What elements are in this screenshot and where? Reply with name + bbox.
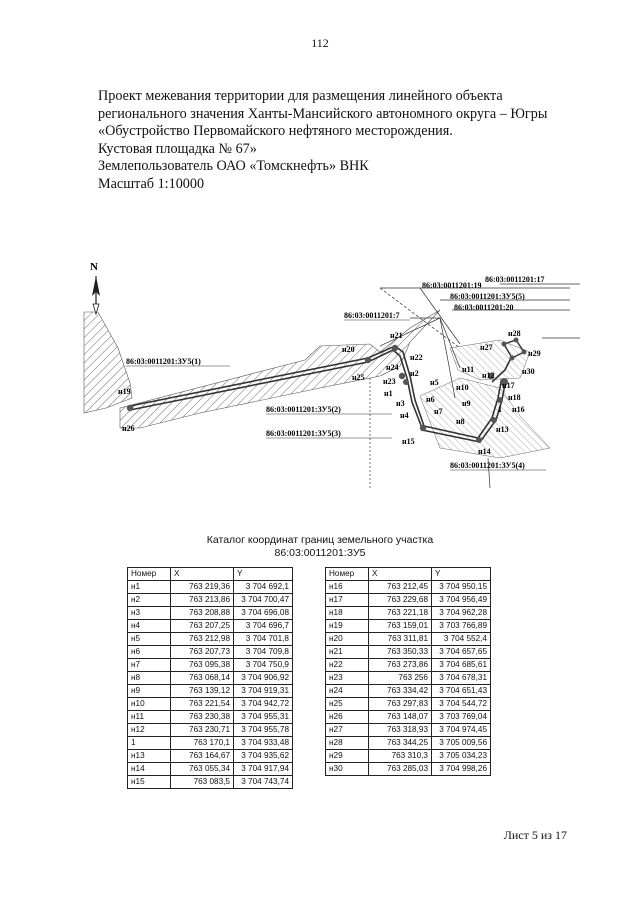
table-row [128, 633, 293, 646]
cell-y: 3 704 743,74 [234, 776, 293, 789]
label-parcel-zu5-3: 86:03:0011201:ЗУ5(3) [266, 429, 341, 438]
label-n11: н11 [462, 365, 475, 374]
cell-number: н6 [128, 646, 171, 659]
cell-y: 3 703 766,89 [432, 620, 491, 633]
cell-x: 763 159,01 [369, 620, 432, 633]
header-line-4: Кустовая площадка № 67» [98, 140, 257, 157]
cell-y: 3 704 678,31 [432, 672, 491, 685]
cell-x: 763 213,86 [171, 594, 234, 607]
cell-x: 763 083,5 [171, 776, 234, 789]
label-n9: н9 [462, 399, 471, 408]
label-n14: н14 [478, 447, 491, 456]
table-row [128, 581, 293, 594]
label-n30: н30 [522, 367, 535, 376]
page-number: 112 [311, 36, 329, 50]
cell-number: н15 [128, 776, 171, 789]
table-row [128, 763, 293, 776]
cell-y: 3 704 685,61 [432, 659, 491, 672]
cell-number: н11 [128, 711, 171, 724]
table-header-row [326, 568, 491, 581]
coordinates-table-left [127, 567, 293, 789]
header-line-6: Масштаб 1:10000 [98, 175, 205, 192]
cell-number: н7 [128, 659, 171, 672]
column-header-number: Номер [326, 568, 369, 581]
table-row [326, 672, 491, 685]
cell-number: н10 [128, 698, 171, 711]
cell-number: н13 [128, 750, 171, 763]
hatched-area-east [420, 378, 550, 458]
label-n10: н10 [456, 383, 469, 392]
cell-x: 763 334,42 [369, 685, 432, 698]
cell-number: н2 [128, 594, 171, 607]
label-parcel-zu5-4: 86:03:0011201:ЗУ5(4) [450, 461, 525, 470]
cell-y: 3 704 692,1 [234, 581, 293, 594]
cell-number: н5 [128, 633, 171, 646]
table-row [326, 763, 491, 776]
column-header-y: Y [234, 568, 293, 581]
cell-number: н9 [128, 685, 171, 698]
label-n24: н24 [386, 363, 399, 372]
cell-number: н29 [326, 750, 369, 763]
table-row [128, 672, 293, 685]
cell-y: 3 704 998,26 [432, 763, 491, 776]
cell-y: 3 704 696,7 [234, 620, 293, 633]
cell-x: 763 344,25 [369, 737, 432, 750]
north-label: N [90, 261, 98, 273]
cell-y: 3 704 955,31 [234, 711, 293, 724]
cell-number: н25 [326, 698, 369, 711]
north-arrow-icon [90, 261, 100, 314]
label-n18: н18 [508, 393, 521, 402]
cell-number: н27 [326, 724, 369, 737]
cell-y: 3 704 709,8 [234, 646, 293, 659]
cell-y: 3 704 962,28 [432, 607, 491, 620]
cell-x: 763 212,98 [171, 633, 234, 646]
label-parcel-20: 86:03:0011201:20 [454, 303, 514, 312]
label-n4: н4 [400, 411, 409, 420]
column-header-x: X [171, 568, 234, 581]
cell-x: 763 229,68 [369, 594, 432, 607]
table-row [326, 737, 491, 750]
label-n25: н25 [352, 373, 365, 382]
cell-x: 763 055,34 [171, 763, 234, 776]
cell-x: 763 230,38 [171, 711, 234, 724]
cell-y: 3 704 955,78 [234, 724, 293, 737]
cell-y: 3 704 933,48 [234, 737, 293, 750]
cell-y: 3 704 974,45 [432, 724, 491, 737]
cell-x: 763 207,73 [171, 646, 234, 659]
table-row [326, 698, 491, 711]
cell-x: 763 221,54 [171, 698, 234, 711]
cell-x: 763 221,18 [369, 607, 432, 620]
cell-y: 3 704 696,08 [234, 607, 293, 620]
cell-number: н30 [326, 763, 369, 776]
cell-y: 3 704 657,65 [432, 646, 491, 659]
table-row [128, 750, 293, 763]
table-row [128, 659, 293, 672]
table-header-row [128, 568, 293, 581]
table-row [128, 776, 293, 789]
catalog-title-line-1: Каталог координат границ земельного участка [206, 534, 434, 546]
label-n21: н21 [390, 331, 403, 340]
cell-number: н21 [326, 646, 369, 659]
cell-number: н12 [128, 724, 171, 737]
table-row [326, 581, 491, 594]
header-line-1: Проект межевания территории для размещения линейного объекта [98, 88, 503, 104]
sheet-counter: Лист 5 из 17 [503, 828, 567, 842]
cell-x: 763 095,38 [171, 659, 234, 672]
table-row [326, 607, 491, 620]
cell-number: н26 [326, 711, 369, 724]
label-n13: н13 [496, 425, 509, 434]
cell-y: 3 705 034,23 [432, 750, 491, 763]
header-line-2: регионального значения Ханты-Мансийского автономного округа – Югры [98, 105, 548, 122]
table-row [128, 620, 293, 633]
cell-x: 763 318,93 [369, 724, 432, 737]
cell-y: 3 705 009,56 [432, 737, 491, 750]
cell-x: 763 256 [369, 672, 432, 685]
table-row [326, 594, 491, 607]
cell-number: н24 [326, 685, 369, 698]
label-n20: н20 [342, 345, 355, 354]
table-row [128, 698, 293, 711]
label-point-1: 1 [498, 405, 502, 414]
cell-y: 3 704 552,4 [432, 633, 491, 646]
document-header [98, 88, 568, 194]
cell-x: 763 208,88 [171, 607, 234, 620]
label-n19: н19 [118, 387, 131, 396]
cell-x: 763 212,45 [369, 581, 432, 594]
table-row [326, 711, 491, 724]
label-n6: н6 [426, 395, 435, 404]
label-n15: н15 [402, 437, 415, 446]
cell-y: 3 704 919,31 [234, 685, 293, 698]
label-parcel-zu5-5: 86:03:0011201:ЗУ5(5) [450, 292, 525, 301]
column-header-y: Y [432, 568, 491, 581]
label-n29: н29 [528, 349, 541, 358]
label-parcel-17: 86:03:0011201:17 [485, 275, 545, 284]
cell-y: 3 704 906,92 [234, 672, 293, 685]
label-n26: н26 [122, 424, 135, 433]
cell-x: 763 139,12 [171, 685, 234, 698]
cell-y: 3 704 701,8 [234, 633, 293, 646]
cell-y: 3 703 769,04 [432, 711, 491, 724]
cell-y: 3 704 956,49 [432, 594, 491, 607]
table-row [128, 711, 293, 724]
cell-y: 3 704 700,47 [234, 594, 293, 607]
cell-y: 3 704 950,15 [432, 581, 491, 594]
cell-x: 763 164,67 [171, 750, 234, 763]
table-row [128, 646, 293, 659]
label-n3: н3 [396, 399, 405, 408]
table-row [128, 594, 293, 607]
label-n16: н16 [512, 405, 525, 414]
cell-x: 763 311,81 [369, 633, 432, 646]
label-n1: н1 [384, 389, 393, 398]
cell-x: 763 219,36 [171, 581, 234, 594]
cell-number: н4 [128, 620, 171, 633]
cell-y: 3 704 917,94 [234, 763, 293, 776]
cell-number: н3 [128, 607, 171, 620]
cell-x: 763 207,25 [171, 620, 234, 633]
label-n23: н23 [383, 377, 396, 386]
label-n27: н27 [480, 343, 493, 352]
label-parcel-7: 86:03:0011201:7 [344, 311, 400, 320]
label-parcel-zu5-2: 86:03:0011201:ЗУ5(2) [266, 405, 341, 414]
cell-y: 3 704 750,9 [234, 659, 293, 672]
label-n22: н22 [410, 353, 423, 362]
catalog-title [0, 534, 640, 559]
table-row [326, 685, 491, 698]
header-line-3: «Обустройство Первомайского нефтяного месторождения. [98, 123, 453, 140]
cell-number: н17 [326, 594, 369, 607]
header-line-5: Землепользователь ОАО «Томскнефть» ВНК [98, 158, 369, 175]
cell-x: 763 273,86 [369, 659, 432, 672]
cell-number: н16 [326, 581, 369, 594]
cell-x: 763 230,71 [171, 724, 234, 737]
cell-number: н22 [326, 659, 369, 672]
cell-x: 763 285,03 [369, 763, 432, 776]
label-n7: н7 [434, 407, 443, 416]
cell-number: н8 [128, 672, 171, 685]
column-header-number: Номер [128, 568, 171, 581]
table-row [326, 724, 491, 737]
label-parcel-zu5-1: 86:03:0011201:ЗУ5(1) [126, 357, 201, 366]
cell-number: н18 [326, 607, 369, 620]
table-row [326, 750, 491, 763]
cell-number: н19 [326, 620, 369, 633]
cell-x: 763 148,07 [369, 711, 432, 724]
table-row [326, 646, 491, 659]
table-row [128, 685, 293, 698]
table-row [128, 737, 293, 750]
cell-x: 763 350,33 [369, 646, 432, 659]
cell-number: н23 [326, 672, 369, 685]
cadastral-map [80, 248, 580, 488]
cell-y: 3 704 651,43 [432, 685, 491, 698]
table-row [128, 724, 293, 737]
table-row [326, 633, 491, 646]
label-parcel-19: 86:03:0011201:19 [422, 281, 482, 290]
cell-y: 3 704 935,62 [234, 750, 293, 763]
cell-x: 763 068,14 [171, 672, 234, 685]
cell-y: 3 704 544,72 [432, 698, 491, 711]
cell-x: 763 297,83 [369, 698, 432, 711]
cell-number: н20 [326, 633, 369, 646]
cell-number: н1 [128, 581, 171, 594]
label-n8: н8 [456, 417, 465, 426]
column-header-x: X [369, 568, 432, 581]
table-row [326, 620, 491, 633]
cell-y: 3 704 942,72 [234, 698, 293, 711]
hatched-area-west [84, 312, 132, 413]
label-n17: н17 [502, 381, 515, 390]
label-n28: н28 [508, 329, 521, 338]
label-n12: н12 [482, 371, 495, 380]
label-n2: н2 [410, 369, 419, 378]
catalog-title-line-2: 86:03:0011201:ЗУ5 [274, 546, 366, 559]
label-n5: н5 [430, 378, 439, 387]
coordinates-table-right [325, 567, 491, 776]
table-row [128, 607, 293, 620]
cell-x: 763 170,1 [171, 737, 234, 750]
cell-number: 1 [128, 737, 171, 750]
table-row [326, 659, 491, 672]
cell-x: 763 310,3 [369, 750, 432, 763]
cell-number: н28 [326, 737, 369, 750]
cell-number: н14 [128, 763, 171, 776]
